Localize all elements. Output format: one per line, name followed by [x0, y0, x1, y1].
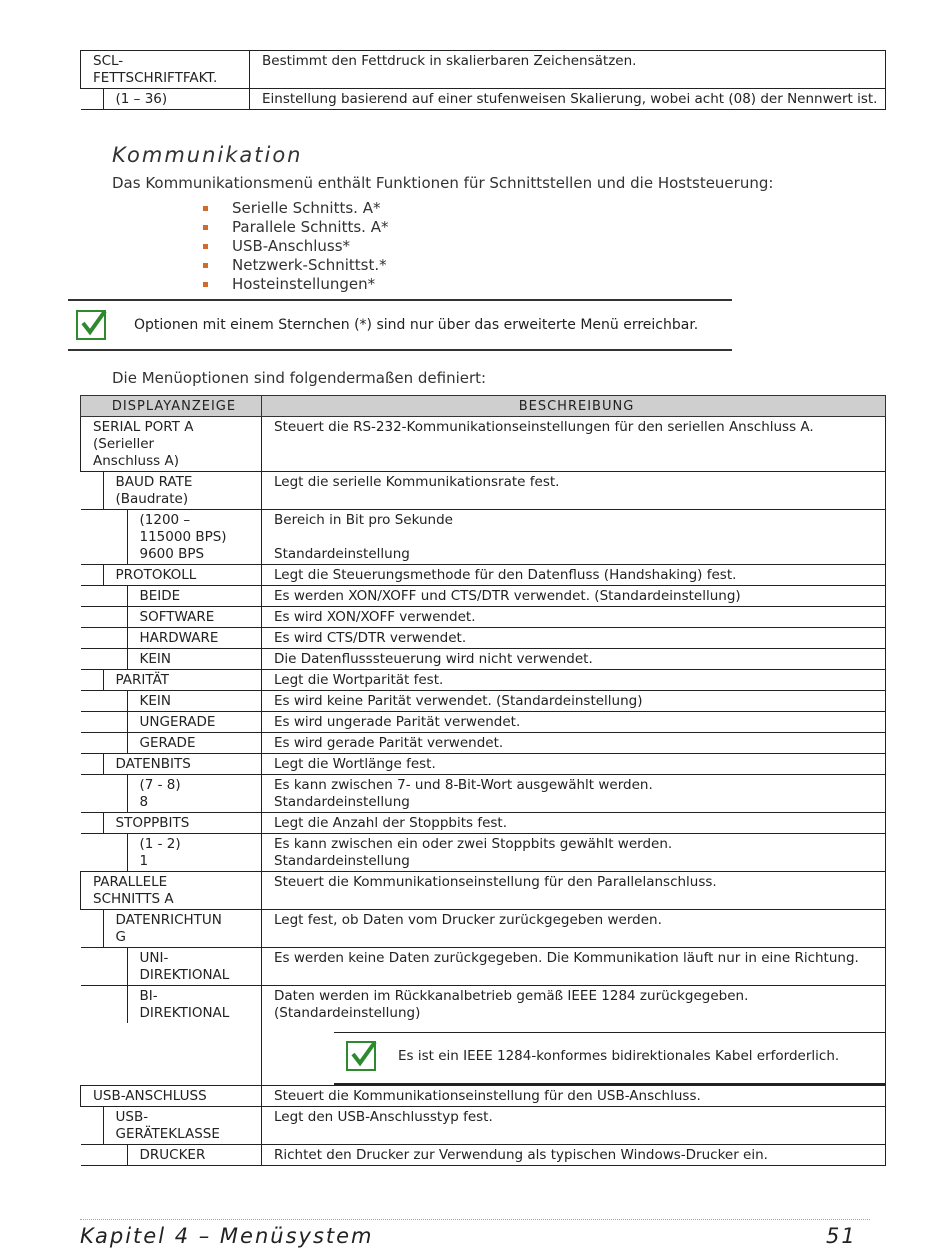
display-text: DATENRICHTUN G: [115, 912, 222, 945]
display-text: BEIDE: [139, 588, 181, 604]
description-text: Es wird keine Parität verwendet. (Standardeinstellung): [274, 693, 643, 709]
description-cell: [262, 775, 886, 813]
description-text: Es werden keine Daten zurückgegeben. Die Kommunikation läuft nur in eine Richtung.: [274, 950, 859, 966]
note-box: [68, 299, 732, 351]
description-text: Steuert die Kommunikationseinstellung für den USB-Anschluss.: [274, 1088, 701, 1104]
display-text: USB-ANSCHLUSS: [93, 1088, 207, 1104]
description-text: Legt den USB-Anschlusstyp fest.: [274, 1109, 493, 1125]
description-cell: [262, 872, 886, 910]
table-row: [81, 754, 886, 775]
description-cell: [262, 986, 886, 1086]
display-cell: [81, 628, 262, 649]
description-text: Es wird gerade Parität verwendet.: [274, 735, 504, 751]
header-description: BESCHREIBUNG: [262, 396, 886, 417]
display-cell: [81, 986, 262, 1086]
table-row: [81, 472, 886, 510]
description-cell: [262, 1107, 886, 1145]
top-definition-table: [80, 50, 886, 110]
display-cell: [81, 586, 262, 607]
display-cell: [81, 813, 262, 834]
display-cell: [81, 910, 262, 948]
description-text: Legt die serielle Kommunikationsrate fest.: [274, 474, 560, 490]
description-text: Legt die Anzahl der Stoppbits fest.: [274, 815, 508, 831]
checkmark-icon: [346, 1041, 376, 1071]
description-cell: [262, 754, 886, 775]
description-cell: [262, 472, 886, 510]
list-item: Serielle Schnitts. A*: [200, 199, 388, 218]
table-row: [81, 712, 886, 733]
description-text: Steuert die RS-232-Kommunikationseinstellungen für den seriellen Anschluss A.: [274, 419, 814, 435]
display-text: SCL- FETTSCHRIFTFAKT.: [93, 53, 218, 86]
description-text: Legt die Wortparität fest.: [274, 672, 444, 688]
description-text: Steuert die Kommunikationseinstellung für den Parallelanschluss.: [274, 874, 717, 890]
description-text: Legt die Steuerungsmethode für den Datenfluss (Handshaking) fest.: [274, 567, 737, 583]
description-text: Es wird ungerade Parität verwendet.: [274, 714, 521, 730]
table-row: [81, 691, 886, 712]
footer-page-number: 51: [826, 1224, 857, 1248]
table-row: [81, 910, 886, 948]
table-row: [81, 565, 886, 586]
description-text: Es werden XON/XOFF und CTS/DTR verwendet. (Standardeinstellung): [274, 588, 741, 604]
header-display: DISPLAYANZEIGE: [81, 396, 262, 417]
description-text: Legt fest, ob Daten vom Drucker zurückgegeben werden.: [274, 912, 662, 928]
display-cell: [81, 670, 262, 691]
display-cell: [81, 51, 250, 89]
display-cell: [81, 691, 262, 712]
description-text: Es wird CTS/DTR verwendet.: [274, 630, 467, 646]
description-cell: [262, 649, 886, 670]
table-row: [81, 1107, 886, 1145]
description-cell: [262, 910, 886, 948]
display-text: BAUD RATE (Baudrate): [115, 474, 193, 507]
display-cell: [81, 417, 262, 472]
display-text: PROTOKOLL: [115, 567, 197, 583]
display-cell: [81, 472, 262, 510]
description-text: Es wird XON/XOFF verwendet.: [274, 609, 476, 625]
display-cell: [81, 733, 262, 754]
table-row: [81, 628, 886, 649]
display-text: STOPPBITS: [115, 815, 190, 831]
display-text: UNGERADE: [139, 714, 216, 730]
display-text: HARDWARE: [139, 630, 219, 646]
description-cell: [262, 1145, 886, 1166]
table-row: [81, 607, 886, 628]
display-text: SERIAL PORT A (Serieller Anschluss A): [93, 419, 194, 469]
display-text: (1200 – 115000 BPS) 9600 BPS: [139, 512, 227, 562]
display-text: DRUCKER: [139, 1147, 206, 1163]
table-row: [81, 670, 886, 691]
table-row: [81, 813, 886, 834]
description-cell: [262, 607, 886, 628]
cable-note: [274, 1032, 879, 1084]
description-cell: [262, 628, 886, 649]
checkmark-icon: [76, 310, 106, 340]
table-row: [81, 510, 886, 565]
description-text: Die Datenflusssteuerung wird nicht verwendet.: [274, 651, 593, 667]
description-text: Bereich in Bit pro Sekunde Standardeinstellung: [274, 512, 453, 562]
display-text: BI- DIREKTIONAL: [139, 988, 230, 1021]
display-cell: [81, 754, 262, 775]
table-row: [81, 417, 886, 472]
display-cell: [81, 649, 262, 670]
display-text: SOFTWARE: [139, 609, 215, 625]
description-text: Daten werden im Rückkanalbetrieb gemäß IEEE 1284 zurückgegeben. (Standardeinstellung): [274, 988, 749, 1021]
display-cell: [81, 1145, 262, 1166]
display-cell: [81, 872, 262, 910]
list-item: Netzwerk-Schnittst.*: [200, 256, 388, 275]
display-text: PARALLELE SCHNITTS A: [93, 874, 174, 907]
display-text: KEIN: [139, 651, 171, 667]
list-item: Parallele Schnitts. A*: [200, 218, 388, 237]
table-row: [81, 834, 886, 872]
table-row: [81, 986, 886, 1086]
description-text: Legt die Wortlänge fest.: [274, 756, 436, 772]
description-cell: [262, 733, 886, 754]
cable-note-text: Es ist ein IEEE 1284-konformes bidirektionales Kabel erforderlich.: [398, 1048, 840, 1064]
display-text: GERADE: [139, 735, 196, 751]
menu-bullet-list: [200, 199, 388, 294]
definitions-intro: Die Menüoptionen sind folgendermaßen definiert:: [112, 369, 487, 387]
description-cell: [262, 586, 886, 607]
display-cell: [81, 1107, 262, 1145]
description-cell: [262, 691, 886, 712]
description-text: Einstellung basierend auf einer stufenweisen Skalierung, wobei acht (08) der Nennwert ist.: [262, 91, 878, 107]
display-cell: [81, 775, 262, 813]
table-row: [81, 733, 886, 754]
description-cell: [262, 712, 886, 733]
display-text: (7 - 8) 8: [139, 777, 181, 810]
display-cell: [81, 89, 250, 110]
table-row: [81, 1145, 886, 1166]
display-text: UNI- DIREKTIONAL: [139, 950, 230, 983]
table-row: [81, 1086, 886, 1107]
footer-chapter: Kapitel 4 – Menüsystem: [80, 1224, 374, 1248]
table-header-row: [81, 396, 886, 417]
display-text: KEIN: [139, 693, 171, 709]
display-cell: [81, 948, 262, 986]
display-text: PARITÄT: [115, 672, 170, 688]
table-row: [81, 649, 886, 670]
display-cell: [81, 834, 262, 872]
display-text: DATENBITS: [115, 756, 191, 772]
description-text: Es kann zwischen ein oder zwei Stoppbits gewählt werden. Standardeinstellung: [274, 836, 673, 869]
footer-divider: [80, 1219, 870, 1220]
description-cell: [262, 510, 886, 565]
display-text: (1 - 2) 1: [139, 836, 181, 869]
table-row: [81, 872, 886, 910]
menu-definition-table: [80, 395, 886, 1166]
display-text: (1 – 36): [115, 91, 168, 107]
note-text: Optionen mit einem Sternchen (*) sind nur über das erweiterte Menü erreichbar.: [134, 317, 699, 333]
description-cell: [262, 1086, 886, 1107]
description-text: Bestimmt den Fettdruck in skalierbaren Zeichensätzen.: [262, 53, 637, 69]
display-cell: [81, 565, 262, 586]
list-item: USB-Anschluss*: [200, 237, 388, 256]
description-cell: [262, 813, 886, 834]
list-item: Hosteinstellungen*: [200, 275, 388, 294]
table-row: [81, 775, 886, 813]
display-cell: [81, 607, 262, 628]
description-cell: [262, 417, 886, 472]
table-row: [81, 586, 886, 607]
description-cell: [262, 948, 886, 986]
section-title: Kommunikation: [112, 143, 303, 167]
description-cell: [262, 670, 886, 691]
display-cell: [81, 510, 262, 565]
description-cell: [262, 565, 886, 586]
table-row: [81, 89, 886, 110]
display-text: USB- GERÄTEKLASSE: [115, 1109, 220, 1142]
description-cell: [250, 89, 886, 110]
display-cell: [81, 712, 262, 733]
display-cell: [81, 1086, 262, 1107]
section-intro: Das Kommunikationsmenü enthält Funktionen für Schnittstellen und die Hoststeuerung:: [112, 174, 774, 192]
description-text: Es kann zwischen 7- und 8-Bit-Wort ausgewählt werden. Standardeinstellung: [274, 777, 653, 810]
description-text: Richtet den Drucker zur Verwendung als typischen Windows-Drucker ein.: [274, 1147, 768, 1163]
description-cell: [262, 834, 886, 872]
table-row: [81, 948, 886, 986]
description-cell: [250, 51, 886, 89]
table-row: [81, 51, 886, 89]
